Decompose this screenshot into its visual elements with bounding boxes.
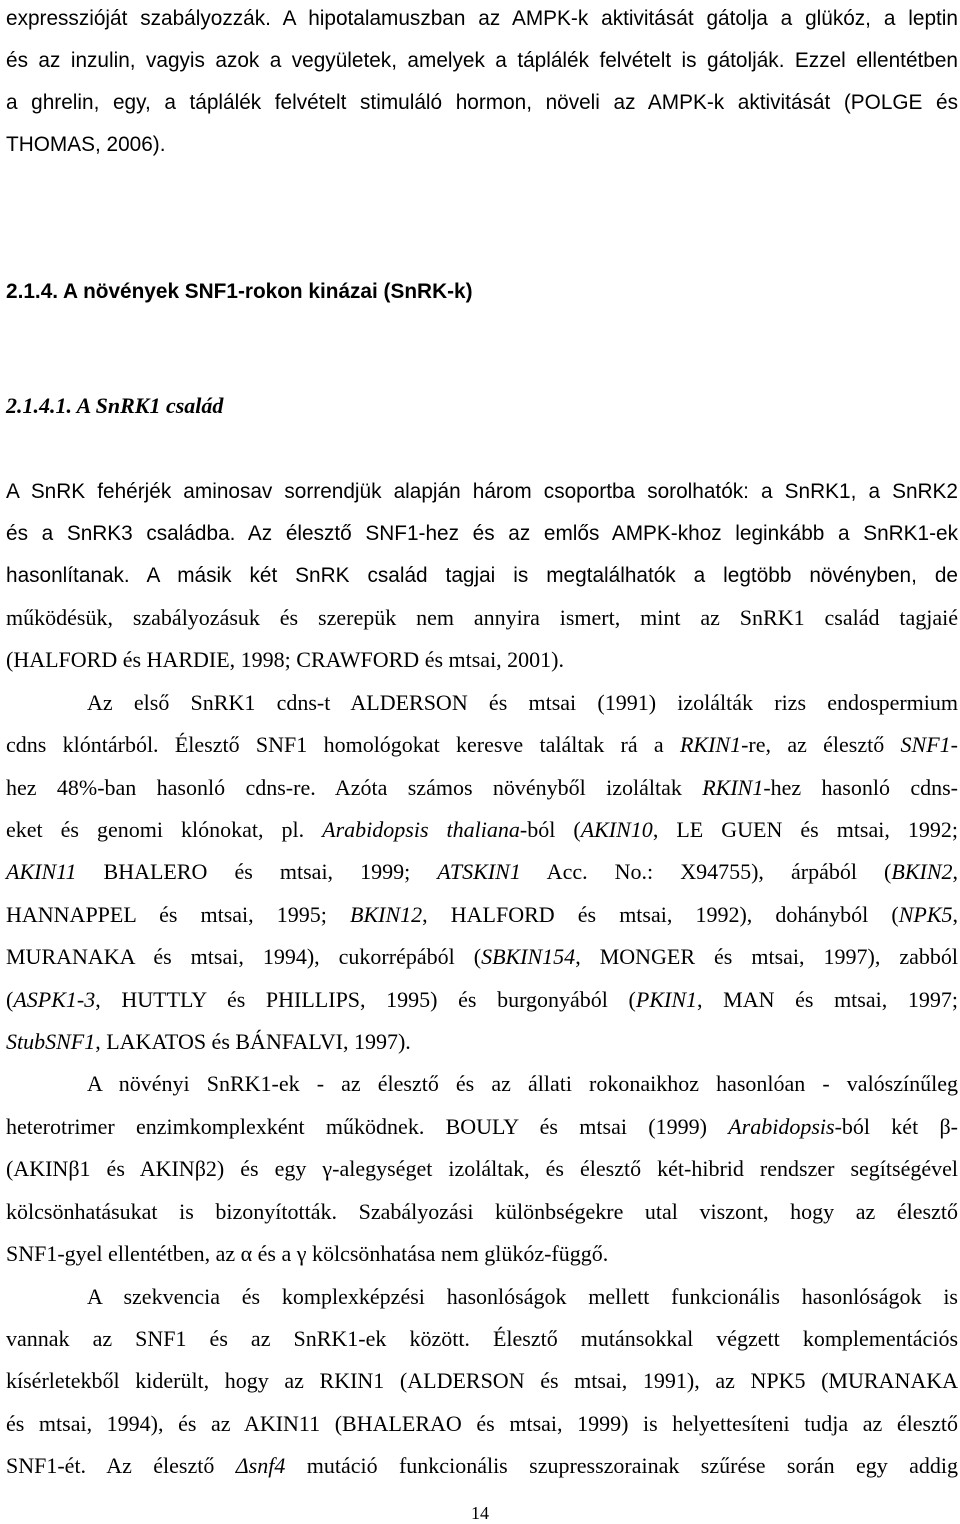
section-heading: 2.1.4. A növények SNF1-rokon kinázai (SnRK-k) xyxy=(6,280,473,303)
text-line: SNF1-gyel ellentétben, az α és a γ kölcsönhatása nem glükóz-függő. xyxy=(6,1241,609,1267)
gene-name: SNF1 xyxy=(900,732,951,758)
text-line: és a SnRK3 családba. Az élesztő SNF1-hez és az emlős AMPK-khoz leginkább a SnRK1-ek xyxy=(6,522,958,545)
page-number: 14 xyxy=(471,1503,489,1523)
text-line: A növényi SnRK1-ek - az élesztő és az állati rokonaikhoz hasonlóan - valószínűleg xyxy=(87,1071,958,1097)
text-run: , HUTTLY és PHILLIPS, 1995) és burgonyából ( xyxy=(95,986,636,1012)
gene-name: BKIN2 xyxy=(891,859,953,885)
text-line xyxy=(6,724,958,766)
gene-name: RKIN1 xyxy=(702,774,764,800)
text-line xyxy=(6,979,958,1021)
text-run: MURANAKA és mtsai, 1994), cukorrépából ( xyxy=(6,944,482,970)
text-run: Acc. No.: X94755), árpából ( xyxy=(520,859,892,885)
text-line xyxy=(6,1445,958,1487)
text-run: mutáció funkcionális szupresszorainak szűrése során egy addig xyxy=(285,1453,958,1479)
text-line: Az első SnRK1 cdns-t ALDERSON és mtsai (1991) izolálták rizs endospermium xyxy=(87,689,958,715)
text-line: expresszióját szabályozzák. A hipotalamuszban az AMPK-k aktivitását gátolja a glükóz, a leptin xyxy=(6,7,958,30)
text-run: , MAN és mtsai, 1997; xyxy=(697,986,958,1012)
gene-name: ASPK1-3 xyxy=(13,986,96,1012)
text-run: HANNAPPEL és mtsai, 1995; xyxy=(6,901,351,927)
text-line: a ghrelin, egy, a táplálék felvételt stimuláló hormon, növeli az AMPK-k aktivitását (POLGE és xyxy=(6,91,958,114)
text-line: vannak az SNF1 és az SnRK1-ek között. Élesztő mutánsokkal végzett komplementációs xyxy=(6,1325,958,1351)
text-run: - xyxy=(950,732,958,758)
text-line: működésük, szabályozásuk és szerepük nem annyira ismert, mint az SnRK1 család tagjaié xyxy=(6,605,958,630)
text-line xyxy=(6,1106,958,1148)
top-paragraph xyxy=(6,0,958,166)
text-run: hez 48%-ban hasonló cdns-re. Azóta számos növényből izoláltak xyxy=(6,774,703,800)
species-name: Arabidopsis xyxy=(728,1113,835,1139)
text-line: THOMAS, 2006). xyxy=(6,133,166,156)
gene-name: BKIN12 xyxy=(350,901,423,927)
text-line xyxy=(6,851,958,893)
text-line xyxy=(6,809,958,851)
text-line: (AKINβ1 és AKINβ2) és egy γ-alegységet izoláltak, és élesztő két-hibrid rendszer segítségével xyxy=(6,1156,958,1182)
gene-name: NPK5 xyxy=(898,901,953,927)
text-line: (HALFORD és HARDIE, 1998; CRAWFORD és mtsai, 2001). xyxy=(6,647,565,673)
text-run: eket és genomi klónokat, pl. xyxy=(6,817,323,843)
text-run: BHALERO és mtsai, 1999; xyxy=(76,859,438,885)
subsection-heading: 2.1.4.1. A SnRK1 család xyxy=(6,393,224,418)
text-run: heterotrimer enzimkomplexként működnek. BOULY és mtsai (1999) xyxy=(6,1113,729,1139)
gene-name: PKIN1 xyxy=(635,986,697,1012)
text-line xyxy=(6,767,958,809)
text-line: A SnRK fehérjék aminosav sorrendjük alapján három csoportba sorolhatók: a SnRK1, a SnRK2 xyxy=(6,480,958,503)
text-run: -hez hasonló cdns- xyxy=(763,774,958,800)
gene-name: RKIN1 xyxy=(679,732,742,758)
text-line: kölcsönhatásukat is bizonyították. Szabályozási különbségekre utal viszont, hogy az élesztő xyxy=(6,1198,958,1224)
gene-name: AKIN11 xyxy=(6,859,77,885)
text-run: -ból ( xyxy=(519,817,581,843)
text-run: , LAKATOS és BÁNFALVI, 1997). xyxy=(95,1029,411,1055)
text-run: SNF1-ét. Az élesztő xyxy=(6,1453,236,1479)
text-run: , xyxy=(952,901,959,927)
text-run: , LE GUEN és mtsai, 1992; xyxy=(652,817,959,843)
gene-name: Δsnf4 xyxy=(235,1453,286,1479)
text-run: -re, az élesztő xyxy=(741,732,901,758)
gene-name: SBKIN154 xyxy=(481,944,576,970)
text-line-mixed xyxy=(6,555,958,597)
text-run: cdns klóntárból. Élesztő SNF1 homológokat keresve találtak rá a xyxy=(6,732,680,758)
text-line: kísérletekből kiderült, hogy az RKIN1 (ALDERSON és mtsai, 1991), az NPK5 (MURANAKA xyxy=(6,1368,958,1394)
text-run: , HALFORD és mtsai, 1992), dohányból ( xyxy=(422,901,899,927)
text-line xyxy=(6,894,958,936)
text-run: -ból két β- xyxy=(834,1113,958,1139)
text-run: hasonlítanak. xyxy=(6,564,130,587)
text-line: A szekvencia és komplexképzési hasonlóságok mellett funkcionális hasonlóságok is xyxy=(87,1283,958,1309)
text-run: , MONGER és mtsai, 1997), zabból xyxy=(575,944,958,970)
text-line: és az inzulin, vagyis azok a vegyületek, amelyek a táplálék felvételt is gátolják. Ezzel ellentétben xyxy=(6,49,958,72)
gene-name: AKIN10 xyxy=(580,817,653,843)
gene-name: ATSKIN1 xyxy=(437,859,521,885)
species-name: Arabidopsis thaliana xyxy=(322,817,520,843)
text-run: ( xyxy=(6,986,14,1012)
body-text xyxy=(6,471,958,1488)
text-line: és mtsai, 1994), és az AKIN11 (BHALERAO és mtsai, 1999) is helyettesíteni tudja az élesztő xyxy=(6,1410,958,1436)
text-line xyxy=(6,1021,958,1063)
text-run: , xyxy=(952,859,958,885)
text-run: A másik két SnRK család tagjai is megtalálhatók a legtöbb növényben, de xyxy=(129,564,958,587)
text-line xyxy=(6,936,958,978)
gene-name: StubSNF1 xyxy=(6,1029,96,1055)
